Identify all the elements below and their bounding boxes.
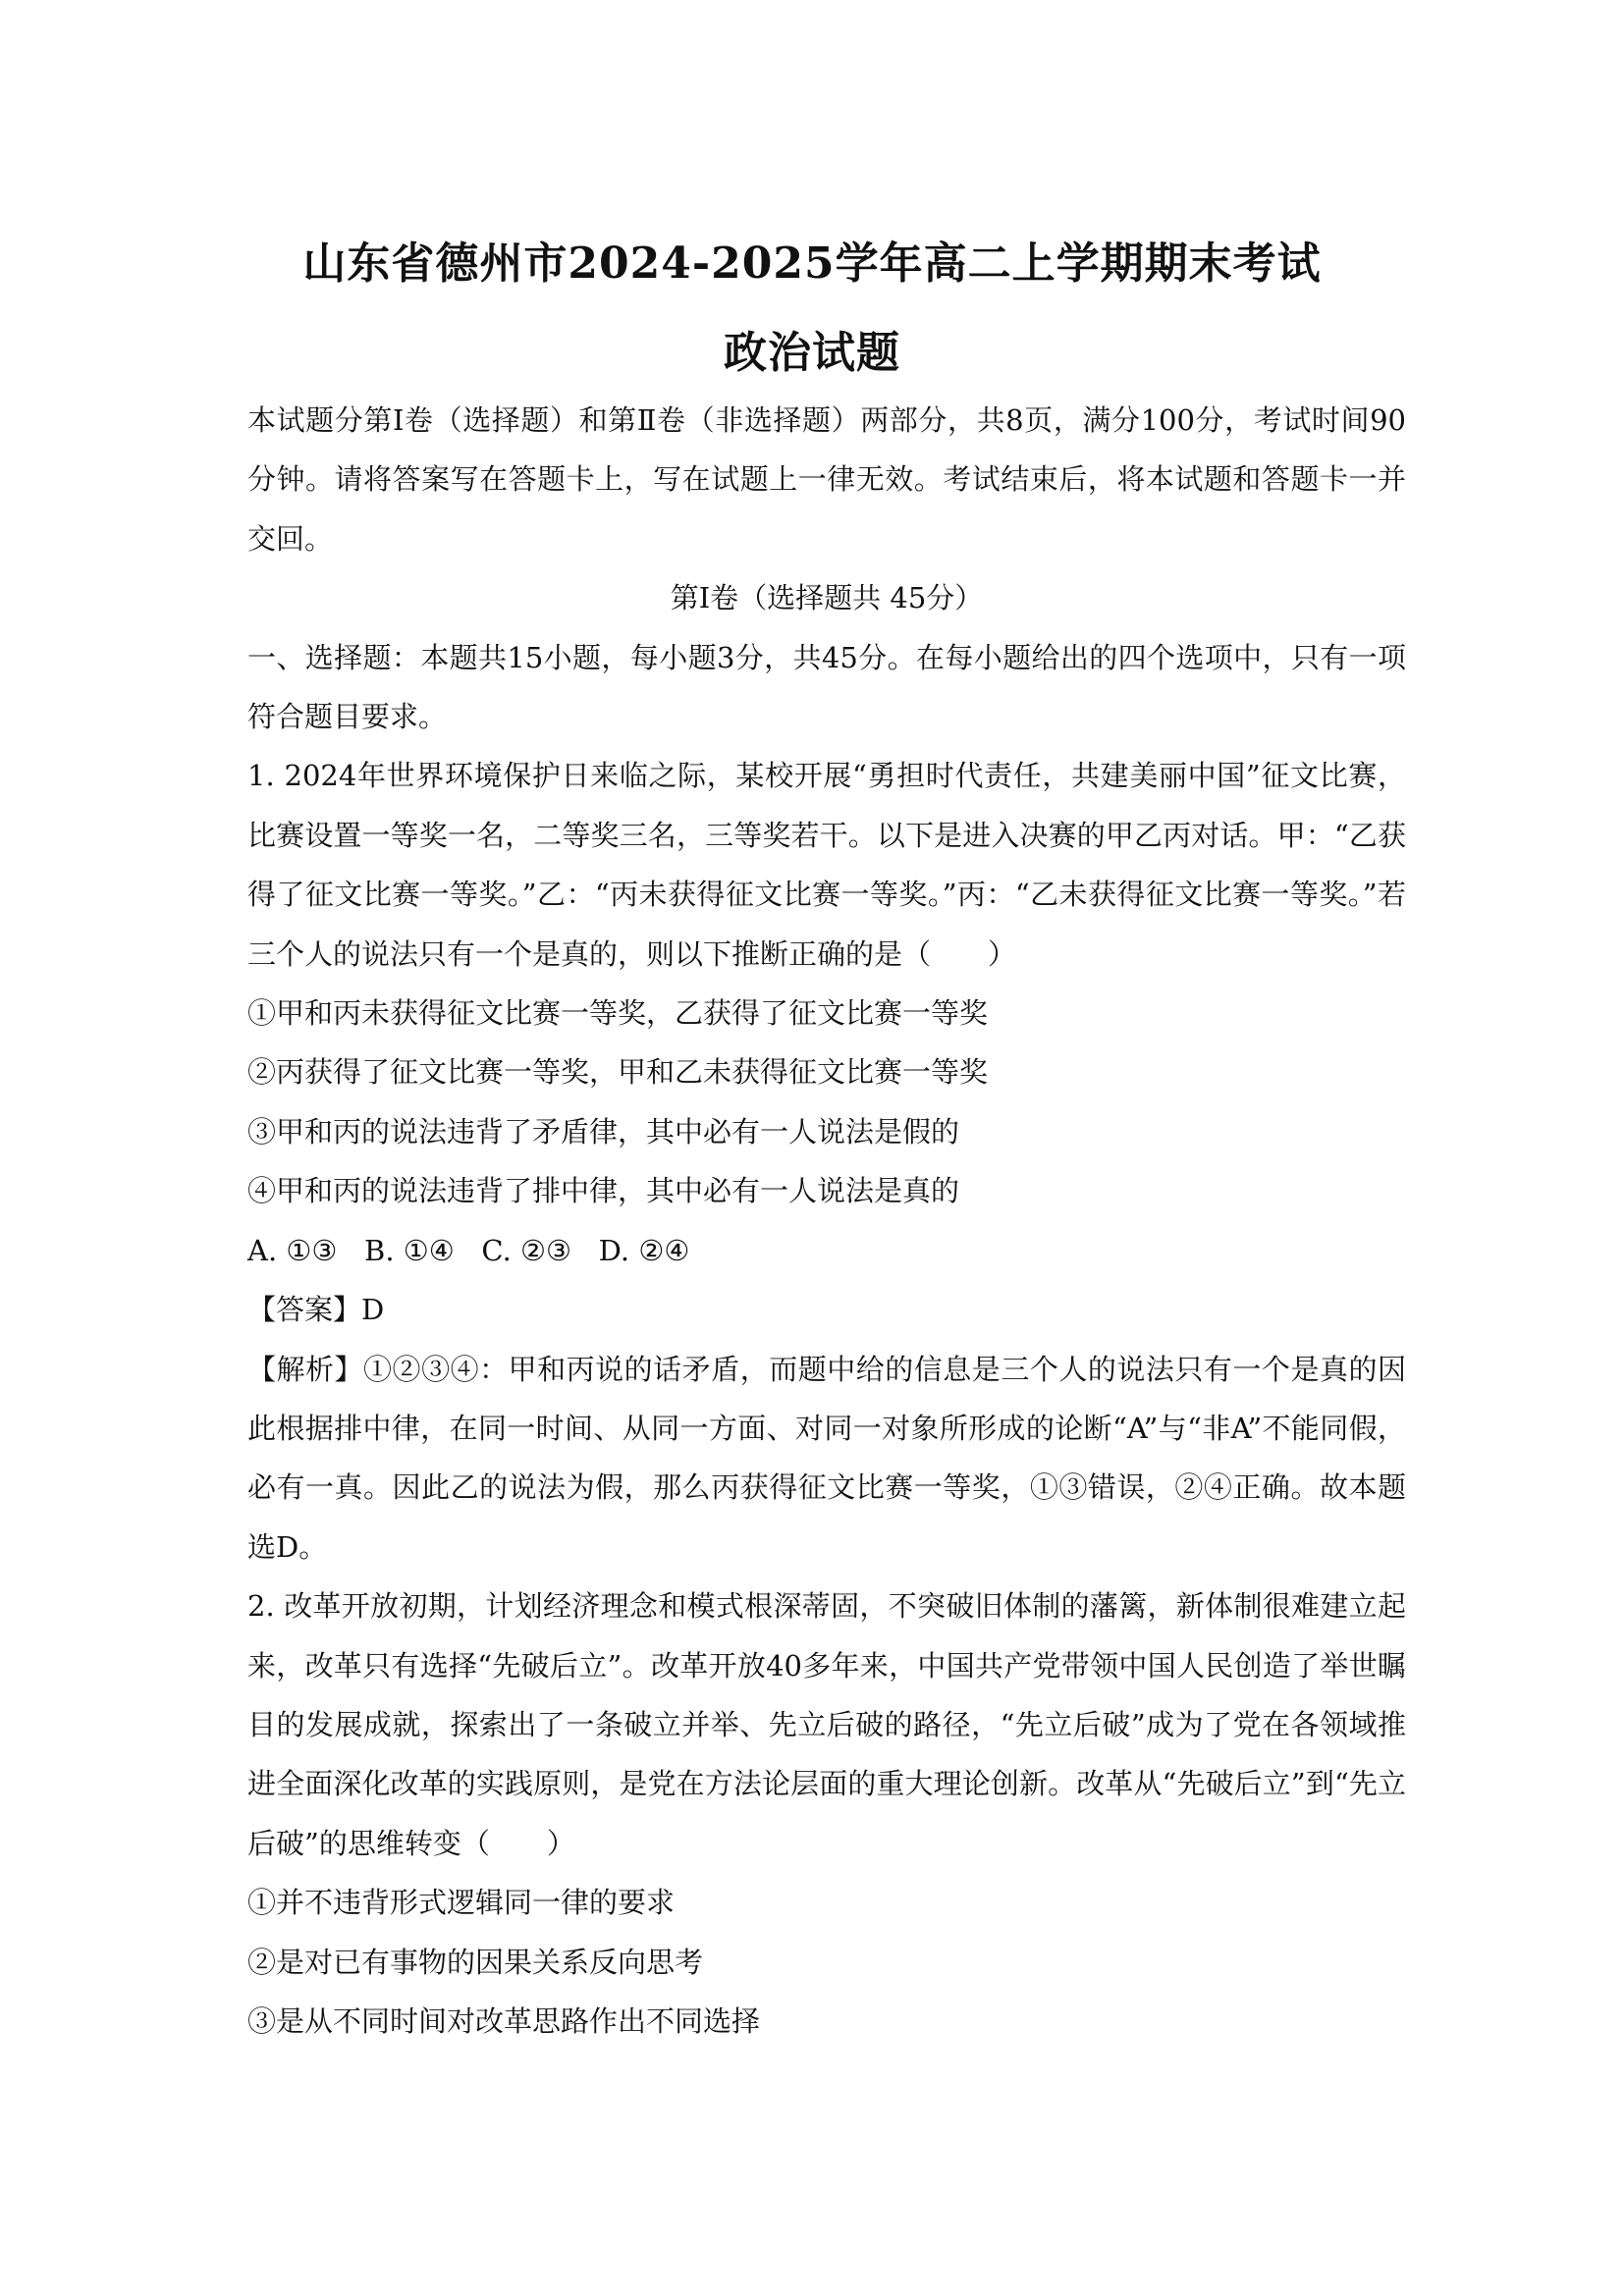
- question-1-analysis: 【解析】①②③④：甲和丙说的话矛盾，而题中给的信息是三个人的说法只有一个是真的因此根据排中律，在同一时间、从同一方面、对同一对象所形成的论断“A”与“非A”不能同假，必有一真。因此乙的说法为假，那么丙获得征文比赛一等奖，①③错误，②④正确。故本题选D。: [247, 1352, 1406, 1564]
- question-1-options: A. ①③ B. ①④ C. ②③ D. ②④: [247, 1233, 690, 1267]
- part-intro: 一、选择题：本题共15小题，每小题3分，共45分。在每小题给出的四个选项中，只有一项符合题目要求。: [247, 640, 1406, 734]
- question-2-stem: 2. 改革开放初期，计划经济理念和模式根深蒂固，不突破旧体制的藩篱，新体制很难建立起来，改革只有选择“先破后立”。改革开放40多年来，中国共产党带领中国人民创造了举世瞩目的发展成就，探索出了一条破立并举、先立后破的路径，“先立后破”成为了党在各领域推进全面深化改革的实践原则，是党在方法论层面的重大理论创新。改革从“先破后立”到“先立后破”的思维转变（ ）: [247, 1589, 1406, 1860]
- question-2-item-3: ③是从不同时间对改革思路作出不同选择: [247, 2003, 761, 2038]
- question-2-item-1: ①并不违背形式逻辑同一律的要求: [247, 1886, 676, 1920]
- exam-title: 山东省德州市2024-2025学年高二上学期期末考试: [302, 239, 1322, 289]
- exam-content: [247, 391, 1406, 2051]
- exam-subtitle: 政治试题: [724, 328, 900, 378]
- question-1-item-4: ④甲和丙的说法违背了排中律，其中必有一人说法是真的: [247, 1174, 960, 1208]
- question-1-stem: 1. 2024年世界环境保护日来临之际，某校开展“勇担时代责任，共建美丽中国”征文比赛，比赛设置一等奖一名，二等奖三名，三等奖若干。以下是进入决赛的甲乙丙对话。甲：“乙获得了征文比赛一等奖。”乙：“丙未获得征文比赛一等奖。”丙：“乙未获得征文比赛一等奖。”若三个人的说法只有一个是真的，则以下推断正确的是（ ）: [247, 759, 1406, 971]
- section-header: 第Ⅰ卷（选择题共 45分）: [670, 581, 984, 615]
- question-1-item-1: ①甲和丙未获得征文比赛一等奖，乙获得了征文比赛一等奖: [247, 996, 989, 1031]
- exam-instructions: 本试题分第Ⅰ卷（选择题）和第Ⅱ卷（非选择题）两部分，共8页，满分100分，考试时间90分钟。请将答案写在答题卡上，写在试题上一律无效。考试结束后，将本试题和答题卡一并交回。: [247, 403, 1406, 556]
- question-1-item-2: ②丙获得了征文比赛一等奖，甲和乙未获得征文比赛一等奖: [247, 1055, 989, 1090]
- question-2-item-2: ②是对已有事物的因果关系反向思考: [247, 1945, 704, 1979]
- question-1-answer: 【答案】D: [247, 1293, 385, 1327]
- question-1-item-3: ③甲和丙的说法违背了矛盾律，其中必有一人说法是假的: [247, 1114, 960, 1148]
